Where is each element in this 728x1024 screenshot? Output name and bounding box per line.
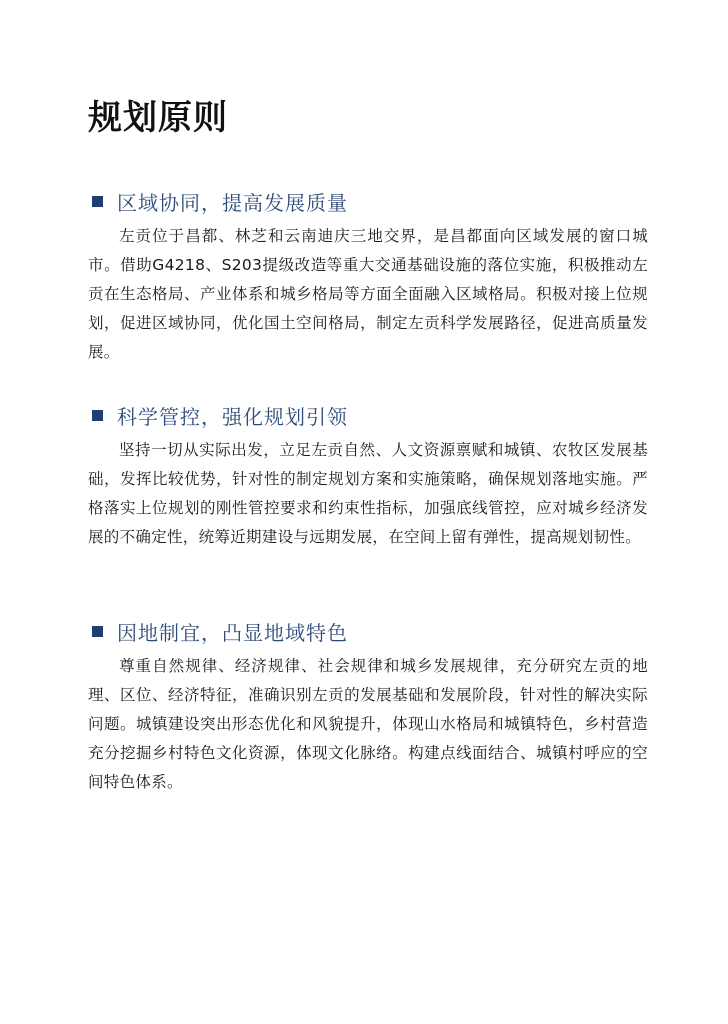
section-paragraph: 坚持一切从实际出发，立足左贡自然、人文资源禀赋和城镇、农牧区发展基础，发挥比较优势，针对性的制定规划方案和实施策略，确保规划落地实施。严格落实上位规划的刚性管控要求和约束性指标，加强底线管控，应对城乡经济发展的不确定性，统筹近期建设与远期发展，在空间上留有弹性，提高规划韧性。 bbox=[88, 441, 648, 546]
section-paragraph: 尊重自然规律、经济规律、社会规律和城乡发展规律，充分研究左贡的地理、区位、经济特征，准确识别左贡的发展基础和发展阶段，针对性的解决实际问题。城镇建设突出形态优化和风貌提升，体现山水格局和城镇特色，乡村营造充分挖掘乡村特色文化资源，体现文化脉络。构建点线面结合、城镇村呼应的空间特色体系。 bbox=[88, 657, 648, 791]
section-heading bbox=[88, 186, 648, 216]
section-regional-synergy bbox=[88, 186, 648, 367]
section-heading-text: 科学管控，强化规划引领 bbox=[117, 404, 348, 429]
section-heading bbox=[88, 400, 648, 430]
section-paragraph: 左贡位于昌都、林芝和云南迪庆三地交界，是昌都面向区域发展的窗口城市。借助G4218、S203提级改造等重大交通基础设施的落位实施，积极推动左贡在生态格局、产业体系和城乡格局等方面全面融入区域格局。积极对接上位规划，促进区域协同，优化国土空间格局，制定左贡科学发展路径，促进高质量发展。 bbox=[88, 227, 648, 361]
section-heading-text: 区域协同，提高发展质量 bbox=[117, 190, 348, 215]
square-bullet-icon bbox=[92, 626, 103, 637]
section-heading-text: 因地制宜，凸显地域特色 bbox=[117, 620, 348, 645]
section-scientific-control bbox=[88, 400, 648, 552]
square-bullet-icon bbox=[92, 410, 103, 421]
page-title: 规划原则 bbox=[88, 98, 228, 138]
square-bullet-icon bbox=[92, 196, 103, 207]
section-heading bbox=[88, 616, 648, 646]
section-local-characteristics bbox=[88, 616, 648, 797]
